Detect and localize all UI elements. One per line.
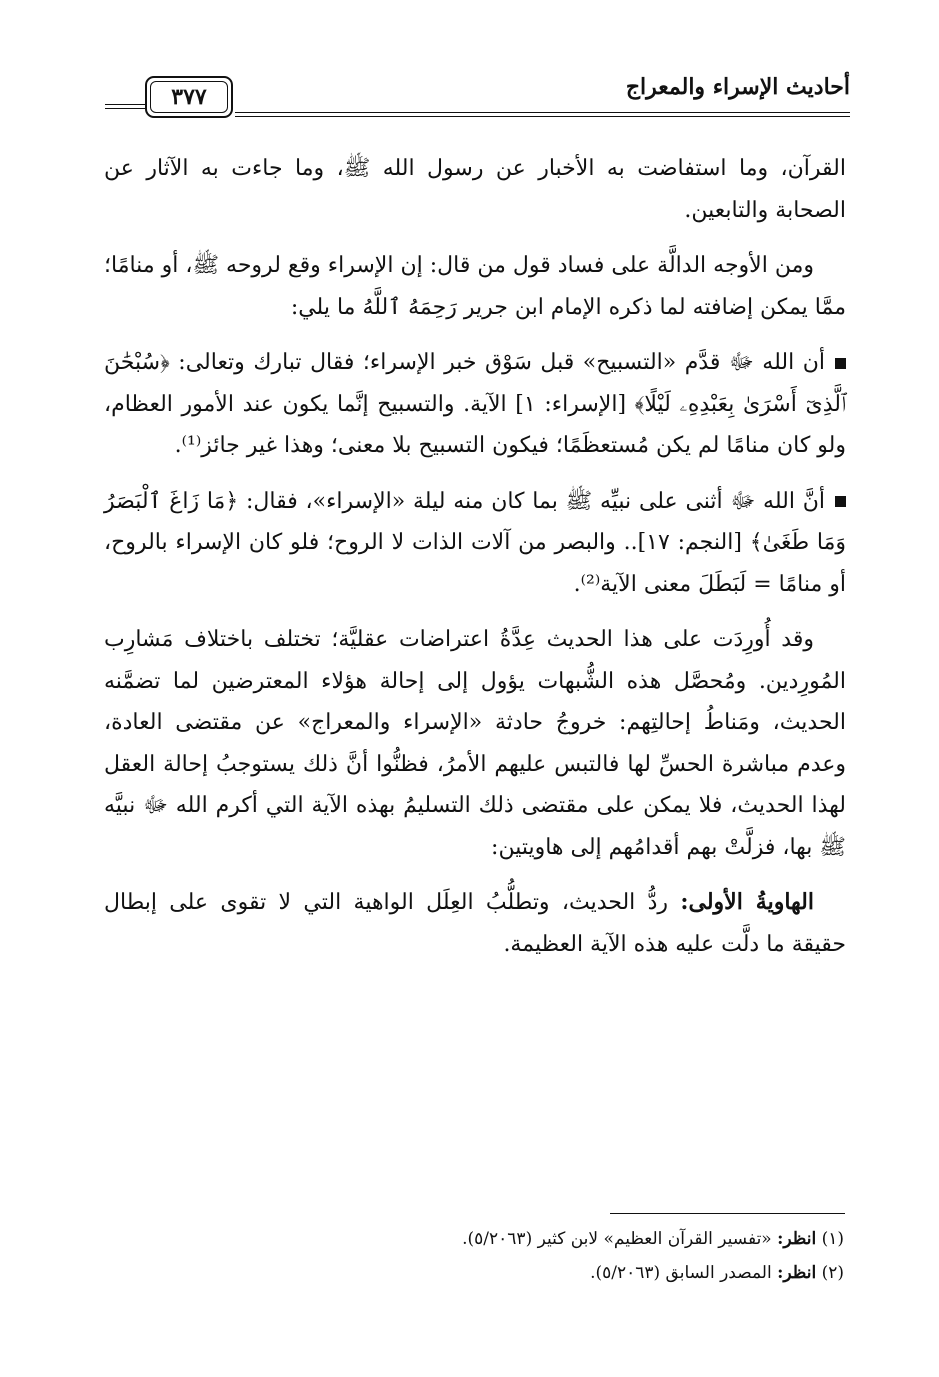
footnote-label: انظر: [777,1263,817,1283]
footnote-separator [610,1213,845,1214]
header-rule-left [105,104,145,109]
paragraph-1: القرآن، وما استفاضت به الأخبار عن رسول الله ﷺ، وما جاءت به الآثار عن الصحابة والتابعين. [104,156,846,223]
footnote-text: «تفسير القرآن العظيم» لابن كثير (٥/٢٠٦٣). [462,1229,778,1249]
footnote-1 [104,1222,844,1256]
paragraph-6-heading: الهاويةُ الأولى: [680,889,814,915]
paragraph-3-text: أن الله ﷻ قدَّم «التسبيح» قبل سَوْق خبر الإسراء؛ فقال تبارك وتعالى: ﴿سُبْحَٰنَ ٱلَّذِىٓ أَسْرَىٰ بِعَبْدِهِۦ لَيْلًا﴾ [الإسراء: ١] الآية. والتسبيح إنَّما يكون عند الأمور العظام، ولو كان منامًا لم يكن مُستعظَمًا؛ فيكون التسبيح بلا معنى؛ وهذا غير جائز⁽¹⁾. [104,350,846,458]
bullet-icon [835,496,846,507]
footnote-number: (١) [821,1229,844,1249]
main-text [104,148,846,979]
footnotes [104,1222,844,1290]
paragraph-6 [104,882,846,965]
paragraph-4-text: أنَّ الله ﷻ أثنى على نبيِّه ﷺ بما كان منه ليلة «الإسراء»، فقال: ﴿مَا زَاغَ ٱلْبَصَرُ وَمَا طَغَىٰ﴾ [النجم: ١٧].. والبصر من آلات الذات لا الروح؛ فلو كان الإسراء بالروح، أو منامًا = لَبَطَلَ معنى الآية⁽²⁾. [104,488,847,597]
footnote-text: المصدر السابق (٥/٢٠٦٣). [590,1263,778,1283]
paragraph-5: وقد أُورِدَت على هذا الحديث عِدَّةُ اعتراضات عقليَّة؛ تختلف باختلاف مَشارِب المُورِدين. ومُحصَّل هذه الشُّبهات يؤول إلى إحالة هؤلاء المعترضين لما تضمَّنه الحديث، ومَناطُ إحالتِهم: خروجُ حادثة «الإسراء والمعراج» عن مقتضى العادة، وعدم مباشرة الحسِّ لها فالتبس عليهم الأمرُ، فظنُّوا أنَّ ذلك يستوجبُ إحالة العقل لهذا الحديث، فلا يمكن على مقتضى ذلك التسليمُ بهذه الآية التي أكرم الله ﷻ نبيَّه ﷺ بها، فزلَّتْ بهم أقدامُهم إلى هاويتين: [104,627,846,860]
page-number: ٣٧٧ [171,84,207,110]
bullet-icon [835,358,846,369]
paragraph-2: ومن الأوجه الدالَّة على فساد قول من قال: إن الإسراء وقع لروحه ﷺ، أو منامًا؛ ممَّا يمكن إضافته لما ذكره الإمام ابن جرير رَحِمَهُ ٱللَّهُ ما يلي: [104,253,846,320]
footnote-2 [104,1256,844,1290]
footnote-number: (٢) [821,1263,844,1283]
paragraph-4 [104,481,846,606]
running-title: أحاديث الإسراء والمعراج [625,74,850,100]
paragraph-3 [104,342,846,467]
footnote-label: انظر: [777,1229,817,1249]
page-number-frame [145,76,233,118]
header-rule [235,112,850,117]
page-header [105,68,850,128]
paragraph-6-text: ردُّ الحديث، وتطلُّبُ العِلَل الواهية التي لا تقوى على إبطال حقيقة ما دلَّت عليه هذه الآية العظيمة. [104,890,846,957]
